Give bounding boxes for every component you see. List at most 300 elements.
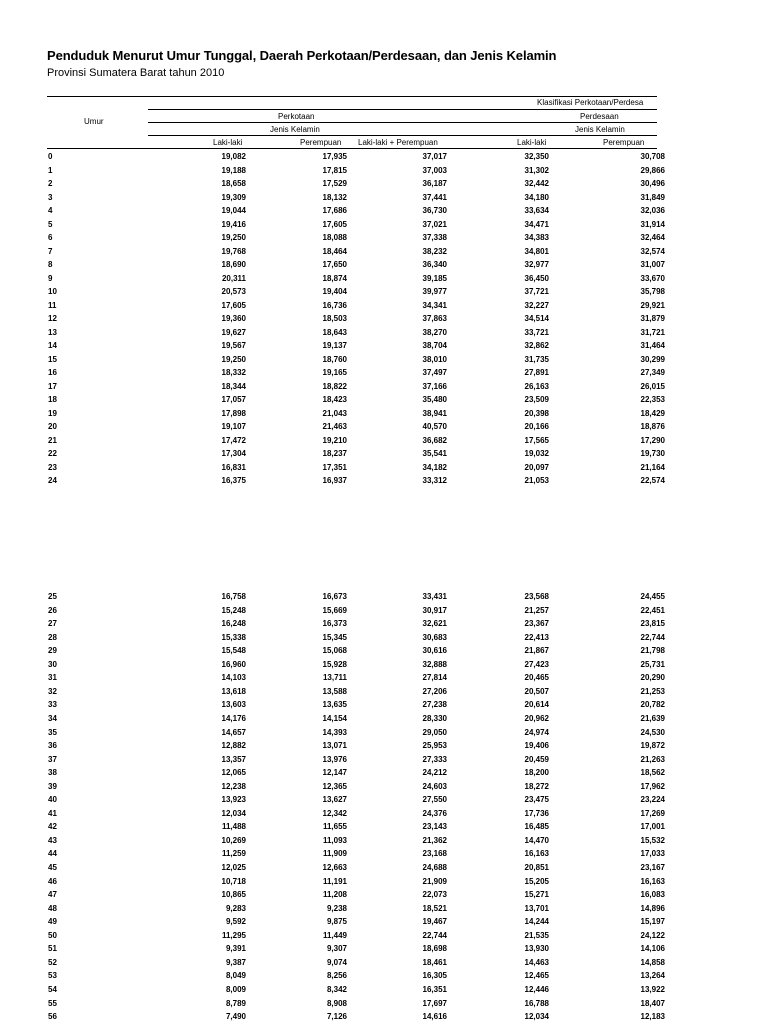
cell-umur: 41 — [48, 808, 57, 818]
cell-perkotaan-perempuan: 19,137 — [322, 341, 347, 350]
cell-perkotaan-laki: 14,103 — [221, 673, 246, 683]
cell-perkotaan-total: 17,697 — [422, 998, 447, 1008]
cell-perkotaan-perempuan: 14,393 — [322, 727, 347, 737]
cell-perdesaan-laki: 20,851 — [524, 863, 549, 872]
cell-perdesaan-perempuan: 14,896 — [640, 903, 665, 913]
cell-perdesaan-laki: 26,163 — [524, 381, 549, 391]
cell-perkotaan-laki: 19,044 — [221, 206, 246, 215]
header-umur: Umur — [84, 117, 104, 126]
cell-perdesaan-perempuan: 31,914 — [640, 219, 665, 229]
cell-perdesaan-perempuan: 22,574 — [640, 476, 665, 485]
cell-perkotaan-laki: 18,690 — [221, 260, 246, 269]
cell-perkotaan-perempuan: 12,342 — [322, 808, 347, 818]
cell-perdesaan-laki: 31,302 — [524, 165, 549, 175]
cell-perdesaan-laki: 19,032 — [524, 449, 549, 458]
cell-perdesaan-perempuan: 24,122 — [640, 930, 665, 940]
cell-perkotaan-total: 23,168 — [422, 849, 447, 859]
cell-perkotaan-perempuan: 13,627 — [322, 795, 347, 805]
cell-perdesaan-laki: 20,459 — [524, 754, 549, 764]
table-row — [0, 420, 768, 433]
cell-perkotaan-perempuan: 21,463 — [322, 422, 347, 431]
cell-perkotaan-perempuan: 17,686 — [322, 206, 347, 215]
cell-umur: 40 — [48, 795, 57, 805]
cell-perkotaan-total: 39,977 — [422, 287, 447, 296]
cell-perdesaan-laki: 32,227 — [524, 300, 549, 310]
cell-perdesaan-perempuan: 21,263 — [640, 754, 665, 764]
cell-perkotaan-laki: 19,082 — [221, 152, 246, 161]
cell-perdesaan-perempuan: 21,253 — [640, 686, 665, 696]
cell-umur: 56 — [48, 1012, 57, 1022]
cell-perkotaan-total: 39,185 — [422, 273, 447, 283]
cell-perkotaan-perempuan: 18,503 — [322, 314, 347, 323]
table-row — [0, 793, 768, 806]
table-row — [0, 942, 768, 955]
cell-perkotaan-perempuan: 19,210 — [322, 435, 347, 445]
cell-perkotaan-laki: 12,025 — [221, 863, 246, 872]
cell-perdesaan-perempuan: 35,798 — [640, 287, 665, 296]
cell-perkotaan-laki: 14,657 — [221, 727, 246, 737]
table-row — [0, 474, 768, 487]
cell-perdesaan-laki: 15,205 — [524, 876, 549, 886]
page-title: Penduduk Menurut Umur Tunggal, Daerah Perkotaan/Perdesaan, dan Jenis Kelamin — [47, 48, 557, 63]
cell-umur: 4 — [48, 206, 53, 215]
cell-umur: 43 — [48, 835, 57, 845]
cell-umur: 38 — [48, 768, 57, 778]
cell-perkotaan-total: 38,010 — [422, 354, 447, 364]
cell-perkotaan-perempuan: 9,238 — [326, 903, 347, 913]
cell-perdesaan-laki: 34,471 — [524, 219, 549, 229]
cell-perkotaan-perempuan: 14,154 — [322, 713, 347, 723]
table-row — [0, 299, 768, 312]
cell-perkotaan-total: 34,182 — [422, 462, 447, 472]
cell-umur: 46 — [48, 876, 57, 886]
cell-umur: 53 — [48, 971, 57, 981]
cell-perkotaan-laki: 12,065 — [221, 768, 246, 778]
cell-perdesaan-laki: 33,634 — [524, 206, 549, 215]
cell-perkotaan-laki: 20,311 — [221, 273, 246, 283]
cell-perdesaan-laki: 20,097 — [524, 462, 549, 472]
cell-perkotaan-total: 38,232 — [422, 246, 447, 256]
cell-perkotaan-total: 35,541 — [422, 449, 447, 458]
cell-umur: 9 — [48, 273, 53, 283]
cell-perdesaan-perempuan: 30,299 — [640, 354, 665, 364]
table-row — [0, 407, 768, 420]
cell-perdesaan-laki: 20,166 — [524, 422, 549, 431]
header-klasifikasi: Klasifikasi Perkotaan/Perdesa — [537, 98, 644, 107]
cell-perdesaan-perempuan: 19,872 — [640, 741, 665, 751]
cell-perdesaan-perempuan: 14,858 — [640, 957, 665, 967]
cell-umur: 33 — [48, 700, 57, 710]
cell-perkotaan-total: 19,467 — [422, 917, 447, 927]
table-row — [0, 983, 768, 996]
cell-perkotaan-perempuan: 17,935 — [322, 152, 347, 161]
cell-perkotaan-total: 40,570 — [422, 422, 447, 431]
cell-umur: 2 — [48, 179, 53, 188]
cell-perdesaan-laki: 20,962 — [524, 713, 549, 723]
cell-perkotaan-perempuan: 16,673 — [322, 592, 347, 601]
cell-perdesaan-laki: 13,701 — [524, 903, 549, 913]
cell-perdesaan-perempuan: 16,083 — [640, 890, 665, 900]
cell-perdesaan-laki: 37,721 — [524, 287, 549, 296]
table-row — [0, 685, 768, 698]
cell-perkotaan-laki: 17,057 — [221, 395, 246, 404]
cell-umur: 27 — [48, 619, 57, 629]
cell-umur: 17 — [48, 381, 57, 391]
cell-perkotaan-total: 24,212 — [422, 768, 447, 778]
table-row — [0, 366, 768, 379]
cell-perkotaan-perempuan: 16,373 — [322, 619, 347, 629]
cell-perdesaan-laki: 32,862 — [524, 341, 549, 350]
cell-umur: 6 — [48, 233, 53, 242]
cell-perkotaan-perempuan: 19,404 — [322, 287, 347, 296]
cell-perkotaan-perempuan: 12,147 — [322, 768, 347, 778]
table-row — [0, 204, 768, 217]
cell-perdesaan-perempuan: 18,429 — [640, 408, 665, 418]
cell-perdesaan-perempuan: 31,849 — [640, 192, 665, 202]
cell-perkotaan-total: 21,362 — [422, 835, 447, 845]
cell-umur: 18 — [48, 395, 57, 404]
table-row — [0, 353, 768, 366]
cell-perkotaan-laki: 13,923 — [221, 795, 246, 805]
table-row — [0, 834, 768, 847]
cell-perdesaan-laki: 12,446 — [524, 984, 549, 994]
header-laki-laki-perkotaan: Laki-laki — [213, 138, 243, 147]
cell-perkotaan-laki: 9,283 — [225, 903, 246, 913]
table-row — [0, 604, 768, 617]
cell-perkotaan-total: 37,166 — [422, 381, 447, 391]
header-jenis-kelamin-perkotaan: Jenis Kelamin — [270, 125, 320, 134]
cell-umur: 32 — [48, 686, 57, 696]
cell-perkotaan-laki: 20,573 — [221, 287, 246, 296]
cell-perkotaan-total: 18,521 — [422, 903, 447, 913]
table-row — [0, 658, 768, 671]
table-row — [0, 780, 768, 793]
cell-umur: 12 — [48, 314, 57, 323]
cell-umur: 45 — [48, 863, 57, 872]
table-row — [0, 726, 768, 739]
cell-perdesaan-perempuan: 33,670 — [640, 273, 665, 283]
cell-umur: 7 — [48, 246, 53, 256]
cell-perkotaan-total: 16,305 — [422, 971, 447, 981]
cell-perdesaan-laki: 14,244 — [524, 917, 549, 927]
cell-perdesaan-perempuan: 23,167 — [640, 863, 665, 872]
cell-perkotaan-total: 36,682 — [422, 435, 447, 445]
cell-perkotaan-perempuan: 15,345 — [322, 632, 347, 642]
cell-perkotaan-perempuan: 8,908 — [326, 998, 347, 1008]
cell-perdesaan-perempuan: 18,407 — [640, 998, 665, 1008]
cell-perdesaan-perempuan: 32,036 — [640, 206, 665, 215]
cell-perkotaan-perempuan: 11,191 — [322, 876, 347, 886]
cell-perkotaan-laki: 19,188 — [221, 165, 246, 175]
cell-perdesaan-laki: 14,470 — [524, 835, 549, 845]
cell-perdesaan-perempuan: 17,290 — [640, 435, 665, 445]
cell-perdesaan-laki: 16,485 — [524, 822, 549, 832]
cell-perdesaan-perempuan: 14,106 — [640, 944, 665, 954]
cell-perkotaan-total: 16,351 — [422, 984, 447, 994]
cell-perkotaan-total: 37,338 — [422, 233, 447, 242]
cell-perkotaan-total: 30,616 — [422, 646, 447, 656]
cell-perkotaan-total: 18,461 — [422, 957, 447, 967]
cell-perkotaan-perempuan: 17,815 — [322, 165, 347, 175]
cell-perkotaan-laki: 7,490 — [225, 1012, 246, 1022]
cell-perkotaan-laki: 17,472 — [221, 435, 246, 445]
cell-perkotaan-total: 36,187 — [422, 179, 447, 188]
cell-perdesaan-perempuan: 21,639 — [640, 713, 665, 723]
cell-perkotaan-laki: 19,107 — [221, 422, 246, 431]
cell-perkotaan-perempuan: 13,976 — [322, 754, 347, 764]
cell-perkotaan-laki: 9,592 — [225, 917, 246, 927]
cell-perkotaan-perempuan: 11,655 — [322, 822, 347, 832]
cell-perkotaan-perempuan: 13,071 — [322, 741, 347, 751]
table-row — [0, 312, 768, 325]
table-row — [0, 820, 768, 833]
table-row — [0, 997, 768, 1010]
header-rule-3 — [148, 122, 657, 123]
cell-perkotaan-laki: 9,387 — [225, 957, 246, 967]
cell-perkotaan-laki: 12,882 — [221, 741, 246, 751]
cell-perdesaan-perempuan: 17,001 — [640, 822, 665, 832]
table-row — [0, 902, 768, 915]
table-row — [0, 956, 768, 969]
table-row — [0, 434, 768, 447]
cell-perkotaan-perempuan: 9,307 — [326, 944, 347, 954]
cell-umur: 54 — [48, 984, 57, 994]
cell-perkotaan-total: 22,073 — [422, 890, 447, 900]
cell-perkotaan-perempuan: 11,208 — [322, 890, 347, 900]
cell-perkotaan-laki: 15,248 — [221, 605, 246, 615]
cell-perkotaan-total: 28,330 — [422, 713, 447, 723]
cell-perdesaan-perempuan: 25,731 — [640, 659, 665, 669]
cell-perdesaan-laki: 12,465 — [524, 971, 549, 981]
cell-perdesaan-perempuan: 24,530 — [640, 727, 665, 737]
cell-perkotaan-total: 36,730 — [422, 206, 447, 215]
cell-perkotaan-total: 35,480 — [422, 395, 447, 404]
cell-perdesaan-laki: 23,475 — [524, 795, 549, 805]
cell-perdesaan-laki: 22,413 — [524, 632, 549, 642]
cell-perdesaan-perempuan: 15,197 — [640, 917, 665, 927]
cell-perdesaan-laki: 32,350 — [524, 152, 549, 161]
cell-perkotaan-laki: 17,898 — [221, 408, 246, 418]
cell-perkotaan-laki: 17,304 — [221, 449, 246, 458]
cell-perdesaan-perempuan: 23,224 — [640, 795, 665, 805]
cell-perdesaan-laki: 18,272 — [524, 781, 549, 791]
cell-umur: 36 — [48, 741, 57, 751]
header-bottom-rule — [47, 148, 657, 149]
cell-perdesaan-perempuan: 17,269 — [640, 808, 665, 818]
cell-perdesaan-laki: 20,465 — [524, 673, 549, 683]
cell-perkotaan-total: 38,704 — [422, 341, 447, 350]
cell-perkotaan-perempuan: 16,736 — [322, 300, 347, 310]
cell-perkotaan-total: 24,603 — [422, 781, 447, 791]
table-row — [0, 915, 768, 928]
cell-perkotaan-laki: 16,960 — [221, 659, 246, 669]
cell-umur: 52 — [48, 957, 57, 967]
cell-perkotaan-laki: 15,338 — [221, 632, 246, 642]
cell-perkotaan-perempuan: 13,635 — [322, 700, 347, 710]
cell-umur: 8 — [48, 260, 53, 269]
cell-perkotaan-perempuan: 18,822 — [322, 381, 347, 391]
cell-umur: 34 — [48, 713, 57, 723]
cell-perdesaan-laki: 21,535 — [524, 930, 549, 940]
cell-perkotaan-total: 32,621 — [422, 619, 447, 629]
cell-umur: 31 — [48, 673, 57, 683]
cell-perdesaan-perempuan: 29,921 — [640, 300, 665, 310]
cell-perdesaan-perempuan: 30,708 — [640, 152, 665, 161]
table-row — [0, 231, 768, 244]
table-row — [0, 326, 768, 339]
cell-perdesaan-laki: 21,053 — [524, 476, 549, 485]
table-row — [0, 617, 768, 630]
cell-perkotaan-laki: 18,332 — [221, 368, 246, 377]
cell-perkotaan-perempuan: 8,342 — [326, 984, 347, 994]
cell-perkotaan-perempuan: 15,669 — [322, 605, 347, 615]
cell-perdesaan-perempuan: 32,464 — [640, 233, 665, 242]
table-row — [0, 461, 768, 474]
table-row — [0, 712, 768, 725]
header-perkotaan: Perkotaan — [278, 112, 315, 121]
cell-perkotaan-perempuan: 19,165 — [322, 368, 347, 377]
cell-perdesaan-perempuan: 20,290 — [640, 673, 665, 683]
cell-perdesaan-laki: 32,442 — [524, 179, 549, 188]
cell-perkotaan-total: 37,003 — [422, 165, 447, 175]
cell-perkotaan-total: 37,021 — [422, 219, 447, 229]
cell-perkotaan-perempuan: 16,937 — [322, 476, 347, 485]
cell-umur: 48 — [48, 903, 57, 913]
cell-umur: 25 — [48, 592, 57, 601]
table-row — [0, 285, 768, 298]
cell-perdesaan-laki: 23,367 — [524, 619, 549, 629]
cell-perkotaan-total: 36,340 — [422, 260, 447, 269]
cell-perkotaan-perempuan: 13,711 — [322, 673, 347, 683]
cell-umur: 15 — [48, 354, 57, 364]
cell-perkotaan-perempuan: 17,605 — [322, 219, 347, 229]
cell-perdesaan-perempuan: 20,782 — [640, 700, 665, 710]
header-rule-2 — [148, 109, 657, 110]
cell-perdesaan-laki: 21,257 — [524, 605, 549, 615]
cell-perkotaan-laki: 17,605 — [221, 300, 246, 310]
cell-perkotaan-laki: 18,658 — [221, 179, 246, 188]
cell-perdesaan-laki: 34,180 — [524, 192, 549, 202]
header-rule-4 — [148, 135, 657, 136]
cell-umur: 14 — [48, 341, 57, 350]
cell-umur: 19 — [48, 408, 57, 418]
cell-umur: 47 — [48, 890, 57, 900]
cell-umur: 26 — [48, 605, 57, 615]
cell-perkotaan-total: 33,431 — [422, 592, 447, 601]
table-row — [0, 590, 768, 603]
cell-perdesaan-laki: 23,568 — [524, 592, 549, 601]
table-row — [0, 929, 768, 942]
table-row — [0, 698, 768, 711]
cell-perkotaan-perempuan: 7,126 — [326, 1012, 347, 1022]
cell-perkotaan-laki: 8,049 — [225, 971, 246, 981]
cell-perkotaan-laki: 16,831 — [221, 462, 246, 472]
cell-perdesaan-laki: 34,383 — [524, 233, 549, 242]
cell-perdesaan-perempuan: 21,798 — [640, 646, 665, 656]
cell-perdesaan-perempuan: 16,163 — [640, 876, 665, 886]
cell-perkotaan-perempuan: 18,132 — [322, 192, 347, 202]
cell-perkotaan-laki: 14,176 — [221, 713, 246, 723]
cell-umur: 24 — [48, 476, 57, 485]
table-row — [0, 447, 768, 460]
cell-perkotaan-laki: 8,789 — [225, 998, 246, 1008]
cell-perdesaan-laki: 12,034 — [524, 1012, 549, 1022]
table-row — [0, 272, 768, 285]
table-row — [0, 245, 768, 258]
cell-perdesaan-laki: 27,423 — [524, 659, 549, 669]
cell-perkotaan-laki: 10,718 — [221, 876, 246, 886]
cell-perkotaan-perempuan: 11,449 — [322, 930, 347, 940]
cell-perkotaan-perempuan: 9,074 — [326, 957, 347, 967]
cell-umur: 11 — [48, 300, 57, 310]
cell-perkotaan-total: 32,888 — [422, 659, 447, 669]
cell-umur: 0 — [48, 152, 53, 161]
cell-perkotaan-perempuan: 11,909 — [322, 849, 347, 859]
cell-perkotaan-total: 33,312 — [422, 476, 447, 485]
cell-umur: 28 — [48, 632, 57, 642]
cell-perkotaan-total: 27,333 — [422, 754, 447, 764]
cell-perkotaan-total: 14,616 — [422, 1012, 447, 1022]
cell-perdesaan-laki: 14,463 — [524, 957, 549, 967]
cell-perdesaan-perempuan: 31,007 — [640, 260, 665, 269]
cell-perdesaan-perempuan: 18,876 — [640, 422, 665, 431]
cell-perkotaan-perempuan: 18,088 — [322, 233, 347, 242]
cell-perdesaan-perempuan: 27,349 — [640, 368, 665, 377]
cell-perdesaan-perempuan: 31,464 — [640, 341, 665, 350]
cell-umur: 37 — [48, 754, 57, 764]
table-row — [0, 164, 768, 177]
cell-perdesaan-perempuan: 18,562 — [640, 768, 665, 778]
cell-perdesaan-perempuan: 22,744 — [640, 632, 665, 642]
cell-perkotaan-laki: 11,259 — [221, 849, 246, 859]
cell-perdesaan-perempuan: 31,721 — [640, 327, 665, 337]
cell-perkotaan-total: 30,917 — [422, 605, 447, 615]
cell-perkotaan-total: 25,953 — [422, 741, 447, 751]
cell-perkotaan-perempuan: 8,256 — [326, 971, 347, 981]
cell-perkotaan-perempuan: 15,068 — [322, 646, 347, 656]
cell-umur: 16 — [48, 368, 57, 377]
cell-umur: 39 — [48, 781, 57, 791]
cell-perkotaan-laki: 13,618 — [221, 686, 246, 696]
cell-perkotaan-total: 37,017 — [422, 152, 447, 161]
cell-perdesaan-laki: 18,200 — [524, 768, 549, 778]
cell-perkotaan-laki: 19,309 — [221, 192, 246, 202]
cell-umur: 49 — [48, 917, 57, 927]
table-row — [0, 888, 768, 901]
table-row — [0, 339, 768, 352]
cell-perkotaan-perempuan: 18,874 — [322, 273, 347, 283]
page-subtitle: Provinsi Sumatera Barat tahun 2010 — [47, 67, 225, 79]
table-row — [0, 393, 768, 406]
cell-perkotaan-total: 27,550 — [422, 795, 447, 805]
cell-perdesaan-perempuan: 17,033 — [640, 849, 665, 859]
cell-perdesaan-laki: 20,507 — [524, 686, 549, 696]
cell-umur: 51 — [48, 944, 57, 954]
cell-perkotaan-total: 22,744 — [422, 930, 447, 940]
cell-perdesaan-perempuan: 17,962 — [640, 781, 665, 791]
table-row — [0, 753, 768, 766]
table-row — [0, 258, 768, 271]
cell-umur: 1 — [48, 165, 53, 175]
cell-umur: 13 — [48, 327, 57, 337]
cell-perdesaan-perempuan: 15,532 — [640, 835, 665, 845]
cell-perkotaan-perempuan: 15,928 — [322, 659, 347, 669]
cell-umur: 55 — [48, 998, 57, 1008]
table-row — [0, 1010, 768, 1023]
table-row — [0, 875, 768, 888]
cell-perkotaan-laki: 13,603 — [221, 700, 246, 710]
cell-perkotaan-laki: 19,360 — [221, 314, 246, 323]
